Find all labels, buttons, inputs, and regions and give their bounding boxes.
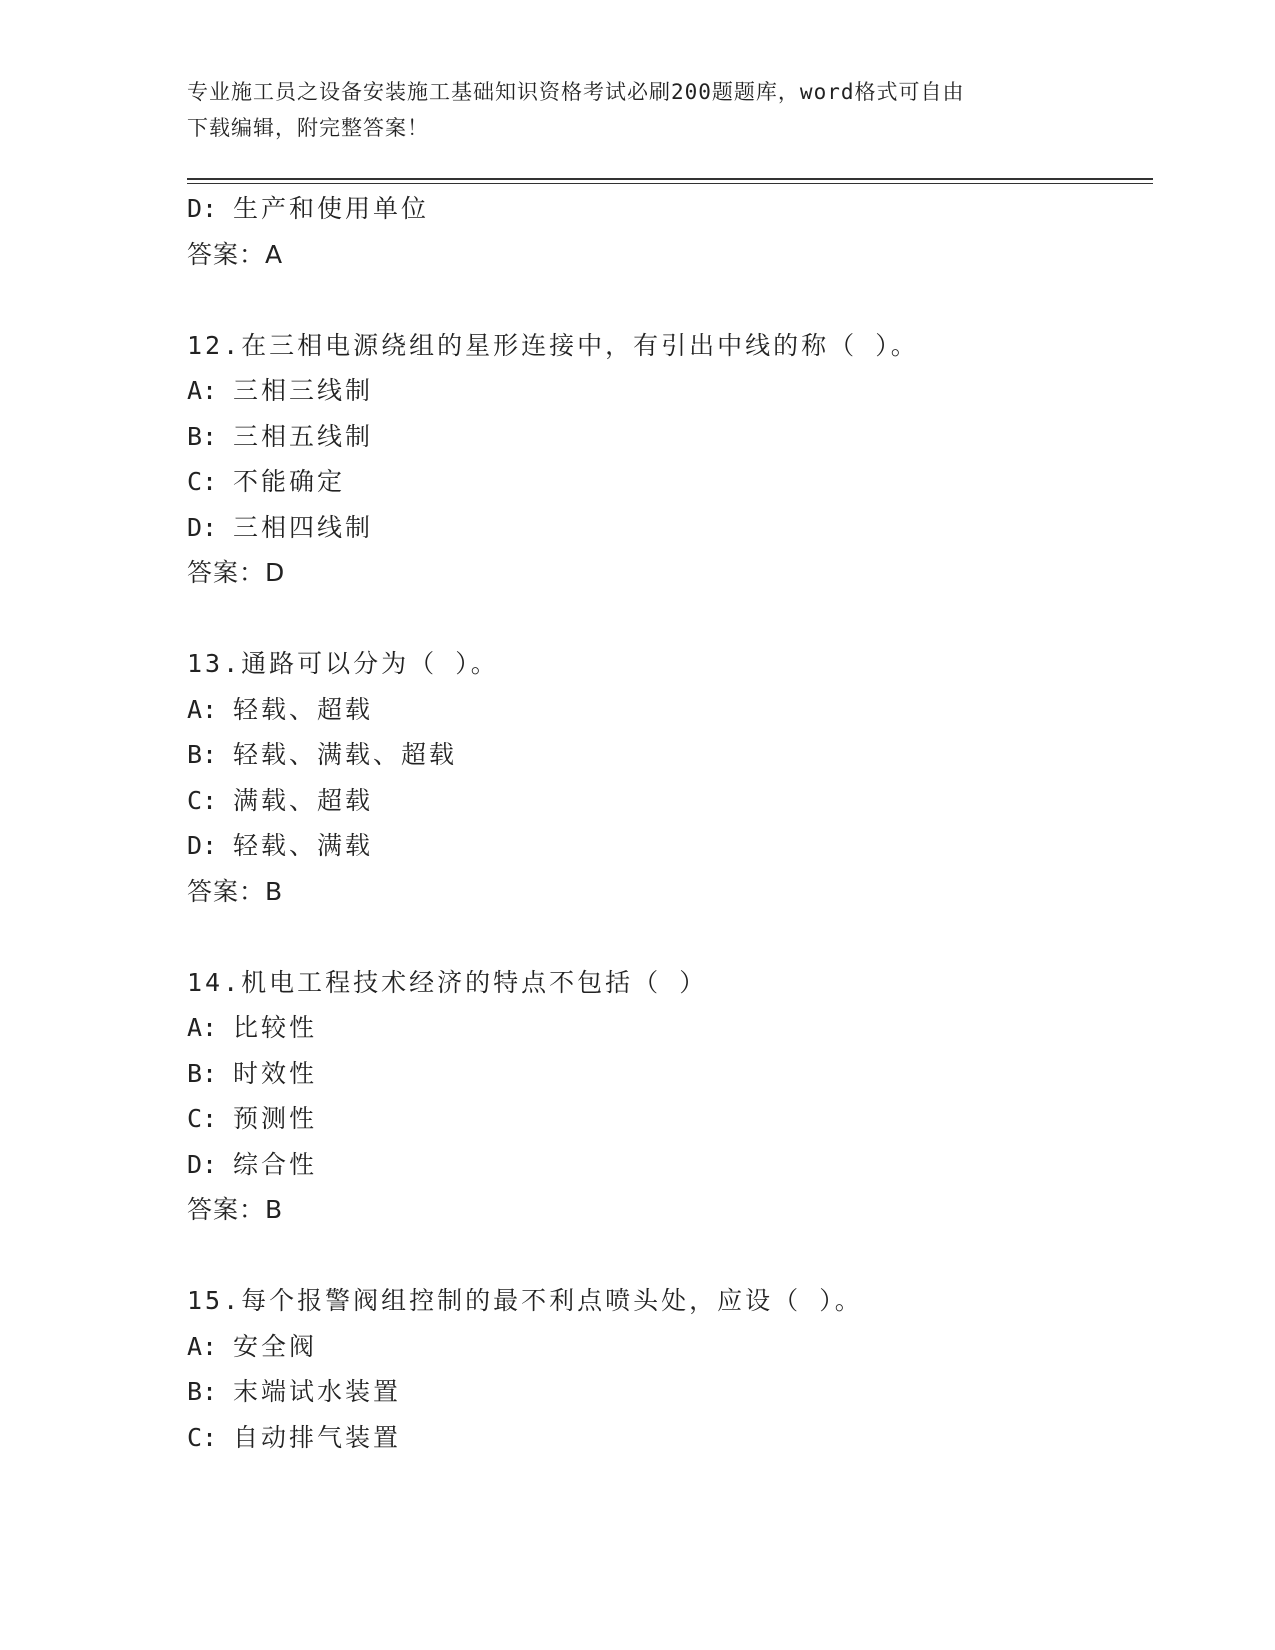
option-label: C:: [187, 785, 218, 815]
spacer: [187, 914, 1153, 960]
option-d: [187, 186, 1153, 232]
option-c: [187, 1096, 1153, 1142]
header-divider-thin: [187, 183, 1153, 184]
spacer: [187, 1233, 1153, 1279]
option-label: A:: [187, 376, 218, 405]
answer-line: 答案：A: [187, 239, 284, 269]
question-stem: 14.机电工程技术经济的特点不包括（ ）: [187, 967, 708, 997]
option-label: D:: [187, 1149, 218, 1179]
option-text: 满载、超载: [233, 785, 374, 815]
option-a: [187, 1005, 1153, 1051]
option-a: [187, 1324, 1153, 1370]
option-text: 综合性: [233, 1149, 318, 1179]
option-label: C:: [187, 1104, 218, 1133]
option-text: 预测性: [233, 1104, 318, 1133]
question-list: [187, 186, 1153, 1460]
option-b: [187, 414, 1153, 460]
option-label: C:: [187, 1422, 218, 1452]
option-text: 不能确定: [233, 467, 346, 496]
option-text: 时效性: [233, 1058, 318, 1088]
header-line-2: 下载编辑，附完整答案！: [187, 116, 429, 140]
option-label: B:: [187, 740, 218, 769]
option-label: D:: [187, 831, 218, 860]
option-text: 安全阀: [233, 1331, 318, 1361]
option-text: 比较性: [233, 1013, 318, 1042]
option-c: [187, 778, 1153, 824]
answer-line: 答案：B: [187, 876, 284, 906]
option-b: [187, 1369, 1153, 1415]
option-d: [187, 505, 1153, 551]
option-b: [187, 1051, 1153, 1097]
header-line-1: 专业施工员之设备安装施工基础知识资格考试必刷200题题库，word格式可自由: [187, 80, 965, 104]
option-label: A:: [187, 1013, 218, 1042]
option-text: 自动排气装置: [233, 1422, 402, 1452]
option-text: 生产和使用单位: [233, 194, 430, 223]
option-text: 轻载、满载、超载: [233, 740, 458, 769]
option-label: A:: [187, 1331, 218, 1361]
option-b: [187, 732, 1153, 778]
option-text: 三相三线制: [233, 376, 374, 405]
answer-line: 答案：B: [187, 1195, 284, 1224]
header-divider-thick: [187, 178, 1153, 180]
option-label: B:: [187, 1058, 218, 1088]
option-d: [187, 823, 1153, 869]
option-label: D:: [187, 512, 218, 542]
option-label: B:: [187, 1377, 218, 1406]
question-stem: 12.在三相电源绕组的星形连接中，有引出中线的称（ ）。: [187, 330, 919, 360]
option-label: C:: [187, 467, 218, 496]
option-label: D:: [187, 194, 218, 223]
answer-line: 答案：D: [187, 558, 286, 587]
option-text: 三相五线制: [233, 421, 374, 451]
option-text: 末端试水装置: [233, 1377, 402, 1406]
document-header: [187, 74, 1067, 146]
option-a: [187, 368, 1153, 414]
option-c: [187, 459, 1153, 505]
option-label: B:: [187, 421, 218, 451]
spacer: [187, 596, 1153, 642]
spacer: [187, 277, 1153, 323]
option-text: 轻载、满载: [233, 831, 374, 860]
option-text: 轻载、超载: [233, 694, 374, 724]
question-stem: 15.每个报警阀组控制的最不利点喷头处，应设（ ）。: [187, 1286, 863, 1315]
option-a: [187, 687, 1153, 733]
question-stem: 13.通路可以分为（ ）。: [187, 649, 499, 678]
option-text: 三相四线制: [233, 512, 374, 542]
option-d: [187, 1142, 1153, 1188]
option-c: [187, 1415, 1153, 1461]
option-label: A:: [187, 694, 218, 724]
